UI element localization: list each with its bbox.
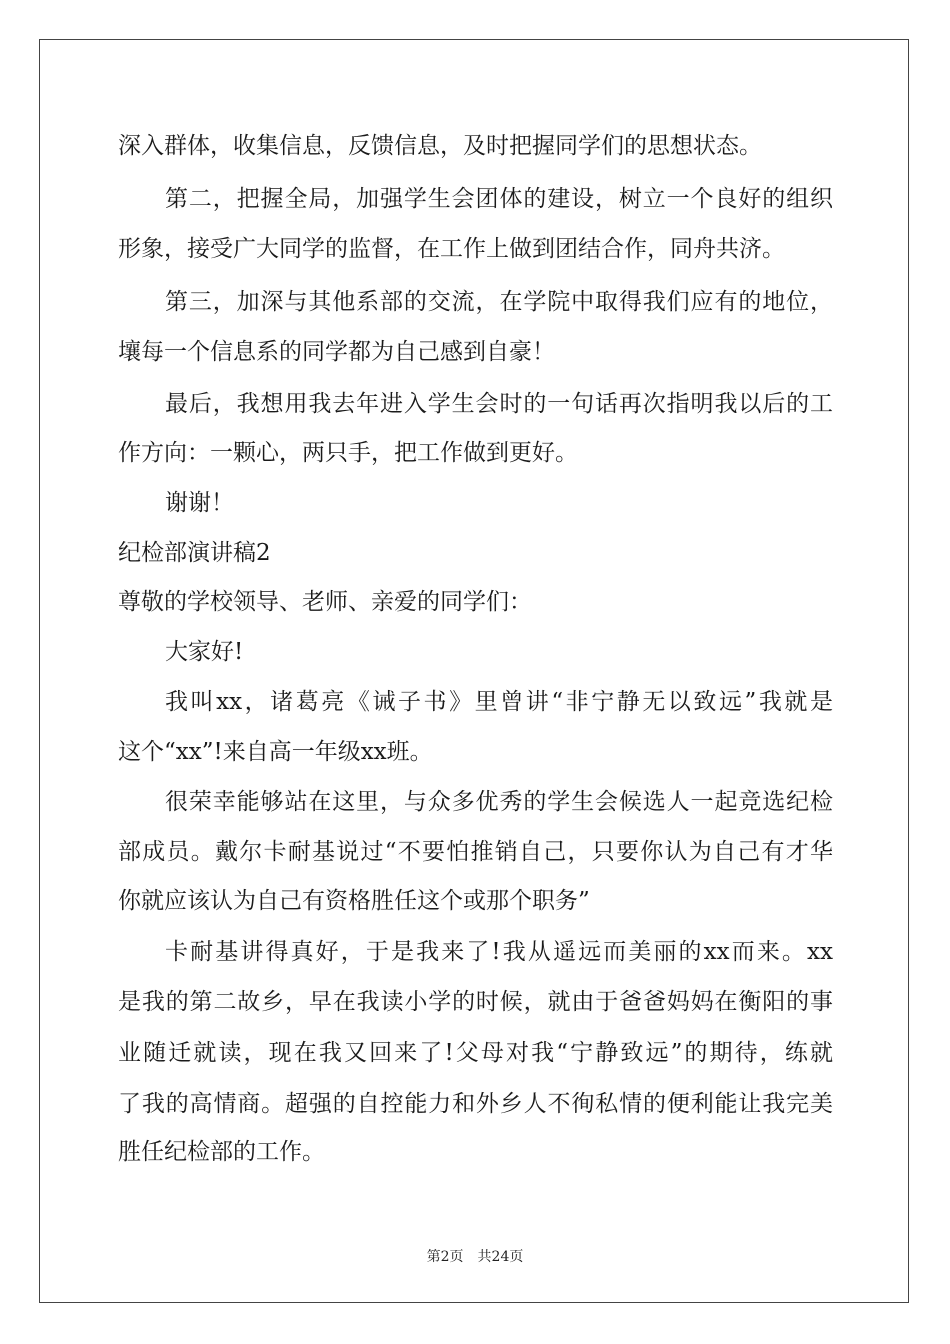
- paragraph-line: 作方向：一颗心，两只手，把工作做到更好。: [118, 440, 578, 466]
- paragraph-line: 部成员。戴尔卡耐基说过“不要怕推销自己，只要你认为自己有才华: [118, 839, 833, 865]
- paragraph-line: 第二，把握全局，加强学生会团体的建设，树立一个良好的组织: [165, 186, 833, 212]
- paragraph-line: 很荣幸能够站在这里，与众多优秀的学生会候选人一起竞选纪检: [165, 789, 833, 815]
- paragraph-line: 你就应该认为自己有资格胜任这个或那个职务”: [118, 888, 590, 914]
- paragraph-line: 我叫xx，诸葛亮《诫子书》里曾讲“非宁静无以致远”我就是: [165, 689, 833, 715]
- paragraph-line: 形象，接受广大同学的监督，在工作上做到团结合作，同舟共济。: [118, 236, 785, 262]
- paragraph-line: 卡耐基讲得真好，于是我来了!我从遥远而美丽的xx而来。xx: [165, 939, 833, 965]
- paragraph-line: 最后，我想用我去年进入学生会时的一句话再次指明我以后的工: [165, 391, 833, 417]
- greeting: 大家好!: [165, 639, 244, 665]
- paragraph-line: 谢谢！: [165, 490, 234, 516]
- salutation: 尊敬的学校领导、老师、亲爱的同学们：: [118, 589, 532, 615]
- paragraph-line: 了我的高情商。超强的自控能力和外乡人不徇私情的便利能让我完美: [118, 1091, 833, 1117]
- paragraph-line: 壤每一个信息系的同学都为自己感到自豪！: [118, 339, 555, 365]
- paragraph-line: 胜任纪检部的工作。: [118, 1139, 325, 1165]
- section-title: 纪检部演讲稿2: [118, 540, 271, 566]
- page-number: 第2页 共24页: [426, 1249, 524, 1265]
- paragraph-line: 是我的第二故乡，早在我读小学的时候，就由于爸爸妈妈在衡阳的事: [118, 989, 833, 1015]
- paragraph-line: 深入群体，收集信息，反馈信息，及时把握同学们的思想状态。: [118, 133, 762, 159]
- paragraph-line: 这个“xx”!来自高一年级xx班。: [118, 739, 433, 765]
- paragraph-line: 第三，加深与其他系部的交流，在学院中取得我们应有的地位，: [165, 289, 833, 315]
- paragraph-line: 业随迁就读，现在我又回来了!父母对我“宁静致远”的期待，练就: [118, 1040, 833, 1066]
